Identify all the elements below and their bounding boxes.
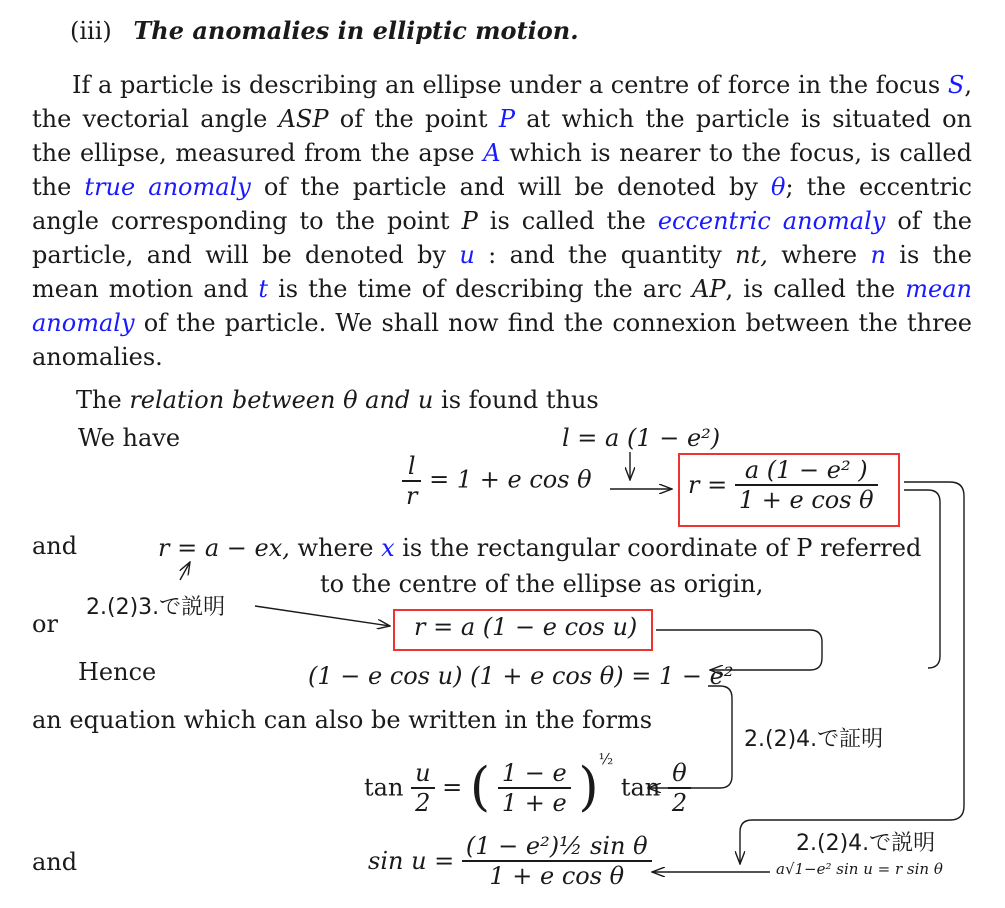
text: the (32, 173, 72, 201)
numerator: θ (668, 759, 691, 789)
polar-rhs: = 1 + e cos θ (429, 465, 592, 494)
arrow-note-to-boxed-u (255, 606, 390, 626)
section-number: (iii) (70, 17, 112, 45)
written-forms-text: an equation which can also be written in the forms (32, 706, 653, 734)
r-a-ex-line (158, 534, 921, 562)
para-line-1 (32, 68, 972, 102)
text: is the rectangular coordinate of P referred (402, 534, 922, 562)
focus-symbol: S (947, 71, 965, 99)
text: the ellipse, measured from the apse (32, 139, 475, 167)
hence-equation: (1 − e cos u) (1 + e cos θ) = 1 − e² (308, 662, 734, 690)
lhs: sin u = (368, 847, 455, 875)
boxed-r-equation (688, 456, 878, 514)
point-symbol: P (498, 105, 515, 133)
text: of the (897, 207, 973, 235)
relation-phrase: relation between θ and u (129, 386, 434, 414)
denominator: 1 + e (501, 788, 567, 817)
centre-origin-line: to the centre of the ellipse as origin, (320, 570, 764, 598)
text: of the particle. We shall now find the connexion between the three (143, 309, 972, 337)
hence-label: Hence (78, 658, 157, 686)
term-mean: mean (905, 275, 972, 303)
text: at which the particle is situated on (526, 105, 972, 133)
r-fraction (735, 456, 878, 514)
note-proved-224: 2.(2)4.で証明 (744, 727, 884, 752)
r-a-ex: r = a − ex, (158, 534, 290, 562)
text: particle, and will be denoted by (32, 241, 446, 269)
denominator: 2 (671, 788, 688, 817)
intro-paragraph (32, 68, 972, 374)
text: where (297, 534, 374, 562)
term-true-anomaly: true anomaly (84, 173, 251, 201)
text: is found thus (441, 386, 599, 414)
text: , is called the (725, 275, 896, 303)
small-sin-equation: a√1−e² sin u = r sin θ (776, 860, 943, 878)
numerator: a (1 − e² ) (735, 456, 878, 486)
relation-line (76, 386, 599, 414)
text: of the point (339, 105, 488, 133)
denominator: 1 + e cos θ (489, 862, 625, 890)
point-symbol: P (461, 207, 478, 235)
apse-symbol: A (483, 139, 501, 167)
arrow-r-to-hence (904, 490, 940, 668)
sin-fraction (462, 832, 652, 890)
tan-fn: tan (364, 773, 404, 802)
section-heading (70, 16, 579, 45)
boxed-u-equation: r = a (1 − e cos u) (414, 613, 638, 641)
numerator: l (402, 452, 421, 482)
angle-symbol: ASP (278, 105, 329, 133)
u-symbol: u (459, 241, 475, 269)
para-line-3 (32, 136, 972, 170)
l-definition: l = a (1 − e²) (562, 424, 721, 452)
term-eccentric-anomaly: eccentric anomaly (657, 207, 886, 235)
t-symbol: t (258, 275, 269, 303)
we-have-label: We have (78, 424, 181, 452)
nt-symbol: nt, (735, 241, 768, 269)
para-line-7 (32, 272, 972, 306)
text: is the time of describing the arc (278, 275, 683, 303)
n-symbol: n (870, 241, 886, 269)
equals: = (442, 773, 463, 802)
paren-close: ) (578, 757, 599, 818)
text: ; the eccentric (785, 173, 972, 201)
exponent: ½ (598, 750, 614, 768)
note-explained-233: 2.(2)3.で説明 (86, 595, 226, 620)
polar-equation (402, 452, 592, 510)
denominator: 1 + e cos θ (738, 486, 874, 514)
text: mean motion and (32, 275, 249, 303)
text: If a particle is describing an ellipse under a centre of force in the focus (72, 71, 941, 99)
text: where (781, 241, 858, 269)
numerator: (1 − e²)½ sin θ (462, 832, 652, 862)
text: The (76, 386, 122, 414)
text: of the particle and will be denoted by (263, 173, 758, 201)
text: anomalies. (32, 343, 163, 371)
paren-open: ( (469, 757, 491, 818)
section-title: The anomalies in elliptic motion. (133, 16, 579, 45)
denominator: 2 (415, 788, 431, 817)
sin-equation (368, 832, 652, 890)
note-explained-224: 2.(2)4.で説明 (796, 831, 936, 856)
arrow-up-r-ax (180, 562, 190, 580)
text: the vectorial angle (32, 105, 268, 133)
para-line-8 (32, 306, 972, 340)
text: angle corresponding to the point (32, 207, 450, 235)
para-line-2 (32, 102, 972, 136)
and-label-2: and (32, 848, 78, 876)
theta-over-2 (668, 759, 691, 817)
lhs: r = (688, 471, 728, 499)
para-line-5 (32, 204, 972, 238)
theta-symbol: θ (770, 173, 786, 201)
text: is called the (489, 207, 646, 235)
text: which is nearer to the focus, is called (509, 139, 972, 167)
arc-symbol: AP (692, 275, 726, 303)
and-label-1: and (32, 532, 78, 560)
text: , (964, 71, 972, 99)
para-line-4 (32, 170, 972, 204)
l-over-r (402, 452, 421, 510)
numerator: 1 − e (498, 759, 571, 789)
tan-equation (364, 750, 691, 818)
para-line-9 (32, 340, 972, 374)
x-symbol: x (381, 534, 395, 562)
numerator: u (411, 759, 434, 789)
denominator: r (406, 482, 418, 510)
e-ratio (498, 759, 571, 817)
text: is the (899, 241, 972, 269)
or-label: or (32, 610, 58, 638)
para-line-6 (32, 238, 972, 272)
u-over-2 (411, 759, 434, 817)
tan-fn: tan (620, 773, 661, 802)
term-anomaly: anomaly (32, 309, 135, 337)
text: : and the quantity (488, 241, 722, 269)
